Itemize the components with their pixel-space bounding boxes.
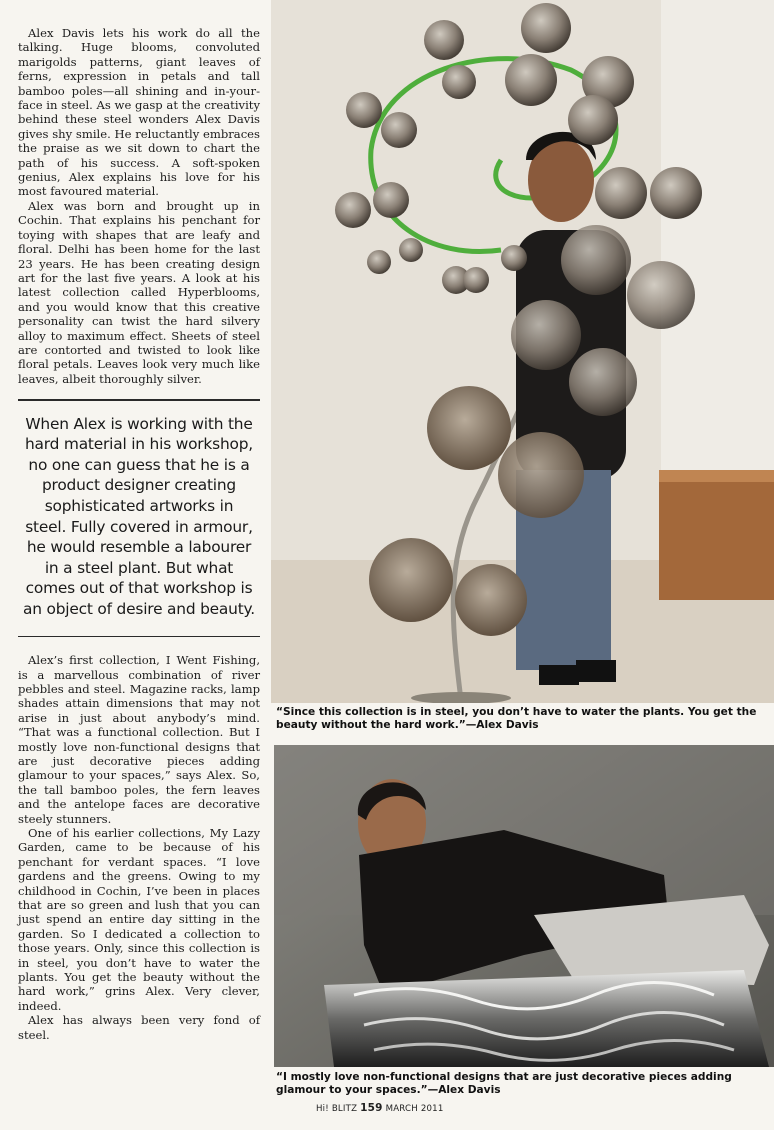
page-footer [316, 1102, 444, 1114]
article-paragraph: One of his earlier collections, My Lazy Garden, came to be because of his penchant for verdant spaces. “I love gardens and the greens. Owing to my childhood in Cochin, I’ve been in places that are so green and lush that you can just spend an entire day sitting in the garden. So I dedicated a collection to those years. Only, since this collection is in steel, you don’t have to water the plants. You get the beauty without the hard work,” grins Alex. Very clever, indeed. [18, 825, 260, 1013]
divider [18, 636, 260, 638]
page-number: 159 [360, 1102, 383, 1114]
divider [18, 399, 260, 401]
pull-quote: When Alex is working with the hard material in his workshop, no one can guess that he is a product designer creating sophisticated artworks in steel. Fully covered in armour, he would resemble a labourer in a steel plant. But what comes out of that workshop is an object of desire and beauty. [23, 414, 255, 618]
article-paragraph: Alex’s first collection, I Went Fishing, is a marvellous combination of river pebbles and steel. Magazine racks, lamp shades attain dimensions that may not arise in just about anybody’s mind. “That was a functional collection. But I mostly love non-functional designs that are just decorative pieces adding glamour to your spaces,” says Alex. So, the tall bamboo poles, the fern leaves and the antelope faces are decorative steely stunners. [18, 653, 260, 826]
photo-caption: “Since this collection is in steel, you don’t have to water the plants. You get the beauty without the hard work.”—Alex Davis [276, 706, 757, 731]
article-paragraph: Alex has always been very fond of steel. [18, 1013, 260, 1042]
article-paragraph: Alex Davis lets his work do all the talking. Huge blooms, convoluted marigolds patterns, giant leaves of ferns, expression in petals and tall bamboo poles—all shining and in-your-face in steel. As we gasp at the creativity behind these steel wonders Alex Davis gives shy smile. He reluctantly embraces the praise as we sit down to chart the path of his success. A soft-spoken genius, Alex explains his love for his most favoured material. [18, 26, 260, 199]
article-paragraph: Alex was born and brought up in Cochin. That explains his penchant for toying with shapes that are leafy and floral. Delhi has been home for the last 23 years. He has been creating design art for the last five years. A look at his latest collection called Hyperblooms, and you would know that this creative personality can twist the hard silvery alloy to maximum effect. Sheets of steel are contorted and twisted to look like floral petals. Leaves look very much like leaves, albeit thoroughly silver. [18, 198, 260, 386]
sculpture-illustration [271, 0, 774, 703]
photo-designer-reclining [274, 745, 774, 1067]
magazine-name: Hi! BLITZ [316, 1104, 358, 1114]
photo-caption: “I mostly love non-functional designs that are just decorative pieces adding glamour to your spaces.”—Alex Davis [276, 1071, 732, 1096]
issue-date: MARCH 2011 [385, 1104, 444, 1114]
reclining-illustration [274, 745, 774, 1067]
article-column [18, 26, 260, 1042]
photo-designer-with-steel-sculpture [271, 0, 774, 703]
